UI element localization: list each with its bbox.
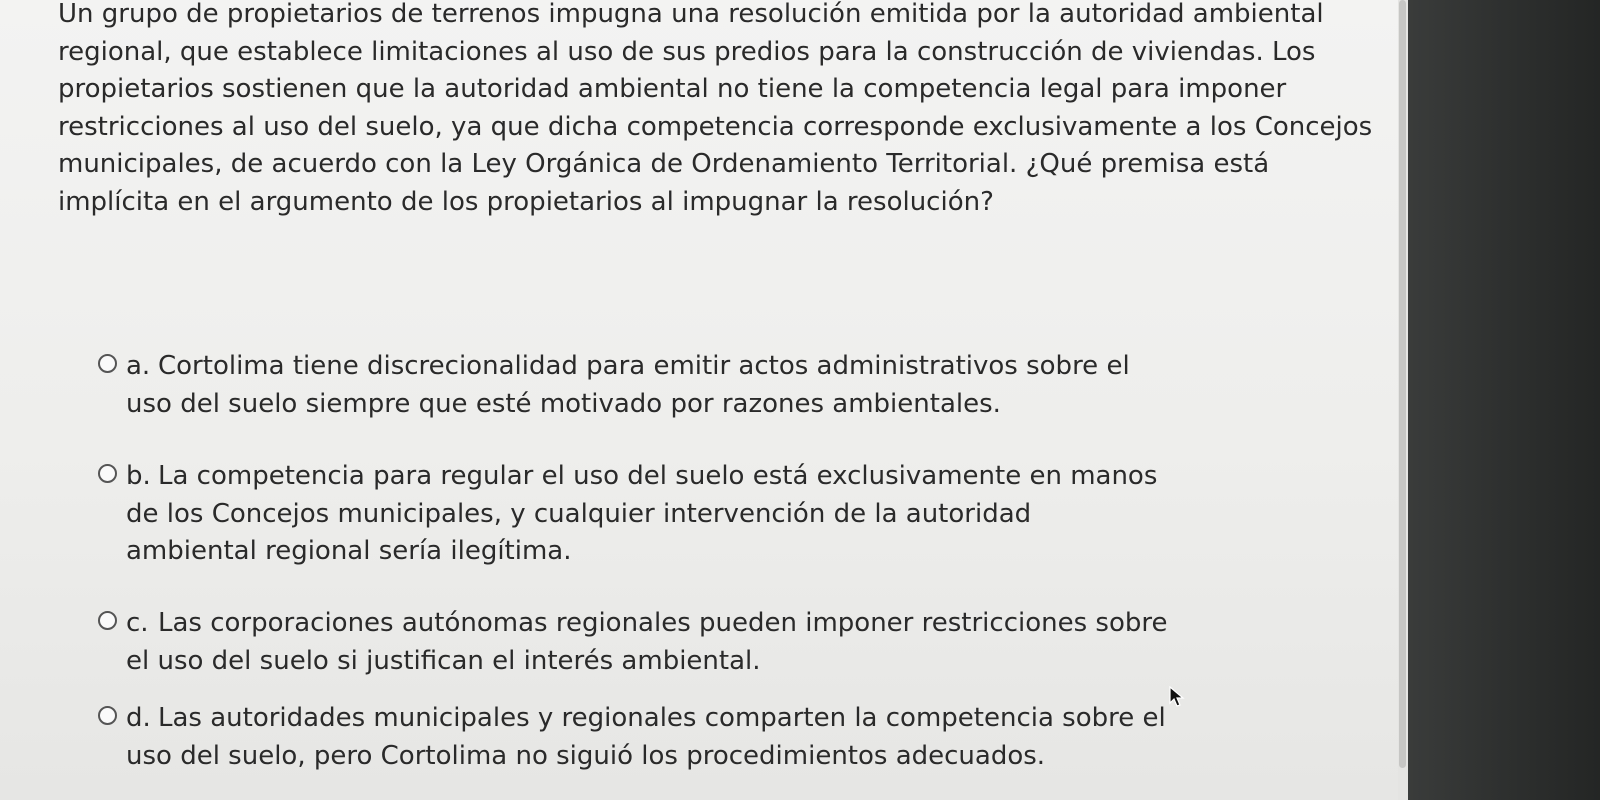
option-d-line-1: Las autoridades municipales y regionales comparten la competencia sobre el <box>158 703 1166 733</box>
scrollbar-thumb[interactable] <box>1399 0 1406 768</box>
option-b-line-3: ambiental regional sería ilegítima. <box>126 536 572 566</box>
option-b-line-2: de los Concejos municipales, y cualquier intervención de la autoridad <box>126 498 1032 529</box>
option-letter: b. <box>126 461 151 491</box>
radio-button-icon[interactable] <box>98 706 117 725</box>
question-text: Un grupo de propietarios de terrenos impugna una resolución emitida por la autoridad ambiental regional, que establece limitaciones al uso de sus predios para la construcción de viviendas. Los propietarios sostienen que la autoridad ambiental no tiene la competencia legal para imponer restricciones al uso del suelo, ya que dicha competencia corresponde exclusivamente a los Concejos municipales, de acuerdo con la Ley Orgánica de Ordenamiento Territorial. ¿Qué premisa está implícita en el argumento de los propietarios al impugnar la resolución? <box>58 0 1373 217</box>
option-a-line-2: uso del suelo siempre que esté motivado por razones ambientales. <box>126 388 1001 419</box>
radio-button-icon[interactable] <box>98 611 117 630</box>
option-c-line-1: Las corporaciones autónomas regionales pueden imponer restricciones sobre <box>158 608 1168 638</box>
option-letter: d. <box>126 703 151 733</box>
option-d-line-2: uso del suelo, pero Cortolima no siguió los procedimientos adecuados. <box>126 740 1046 771</box>
monitor-bezel <box>1408 0 1600 800</box>
option-c-line-2: el uso del suelo si justifican el interés ambiental. <box>126 645 761 676</box>
option-b-text <box>126 458 1388 571</box>
option-a-text <box>126 348 1388 423</box>
option-c-text <box>126 605 1388 680</box>
option-letter: a. <box>126 351 151 381</box>
option-b-line-1: La competencia para regular el uso del suelo está exclusivamente en manos <box>158 461 1158 491</box>
option-a-line-1: Cortolima tiene discrecionalidad para emitir actos administrativos sobre el <box>158 351 1130 381</box>
option-d-text <box>126 700 1388 775</box>
radio-button-icon[interactable] <box>98 464 117 483</box>
radio-button-icon[interactable] <box>98 354 117 373</box>
mouse-pointer-icon <box>1168 686 1186 708</box>
option-letter: c. <box>126 608 149 638</box>
